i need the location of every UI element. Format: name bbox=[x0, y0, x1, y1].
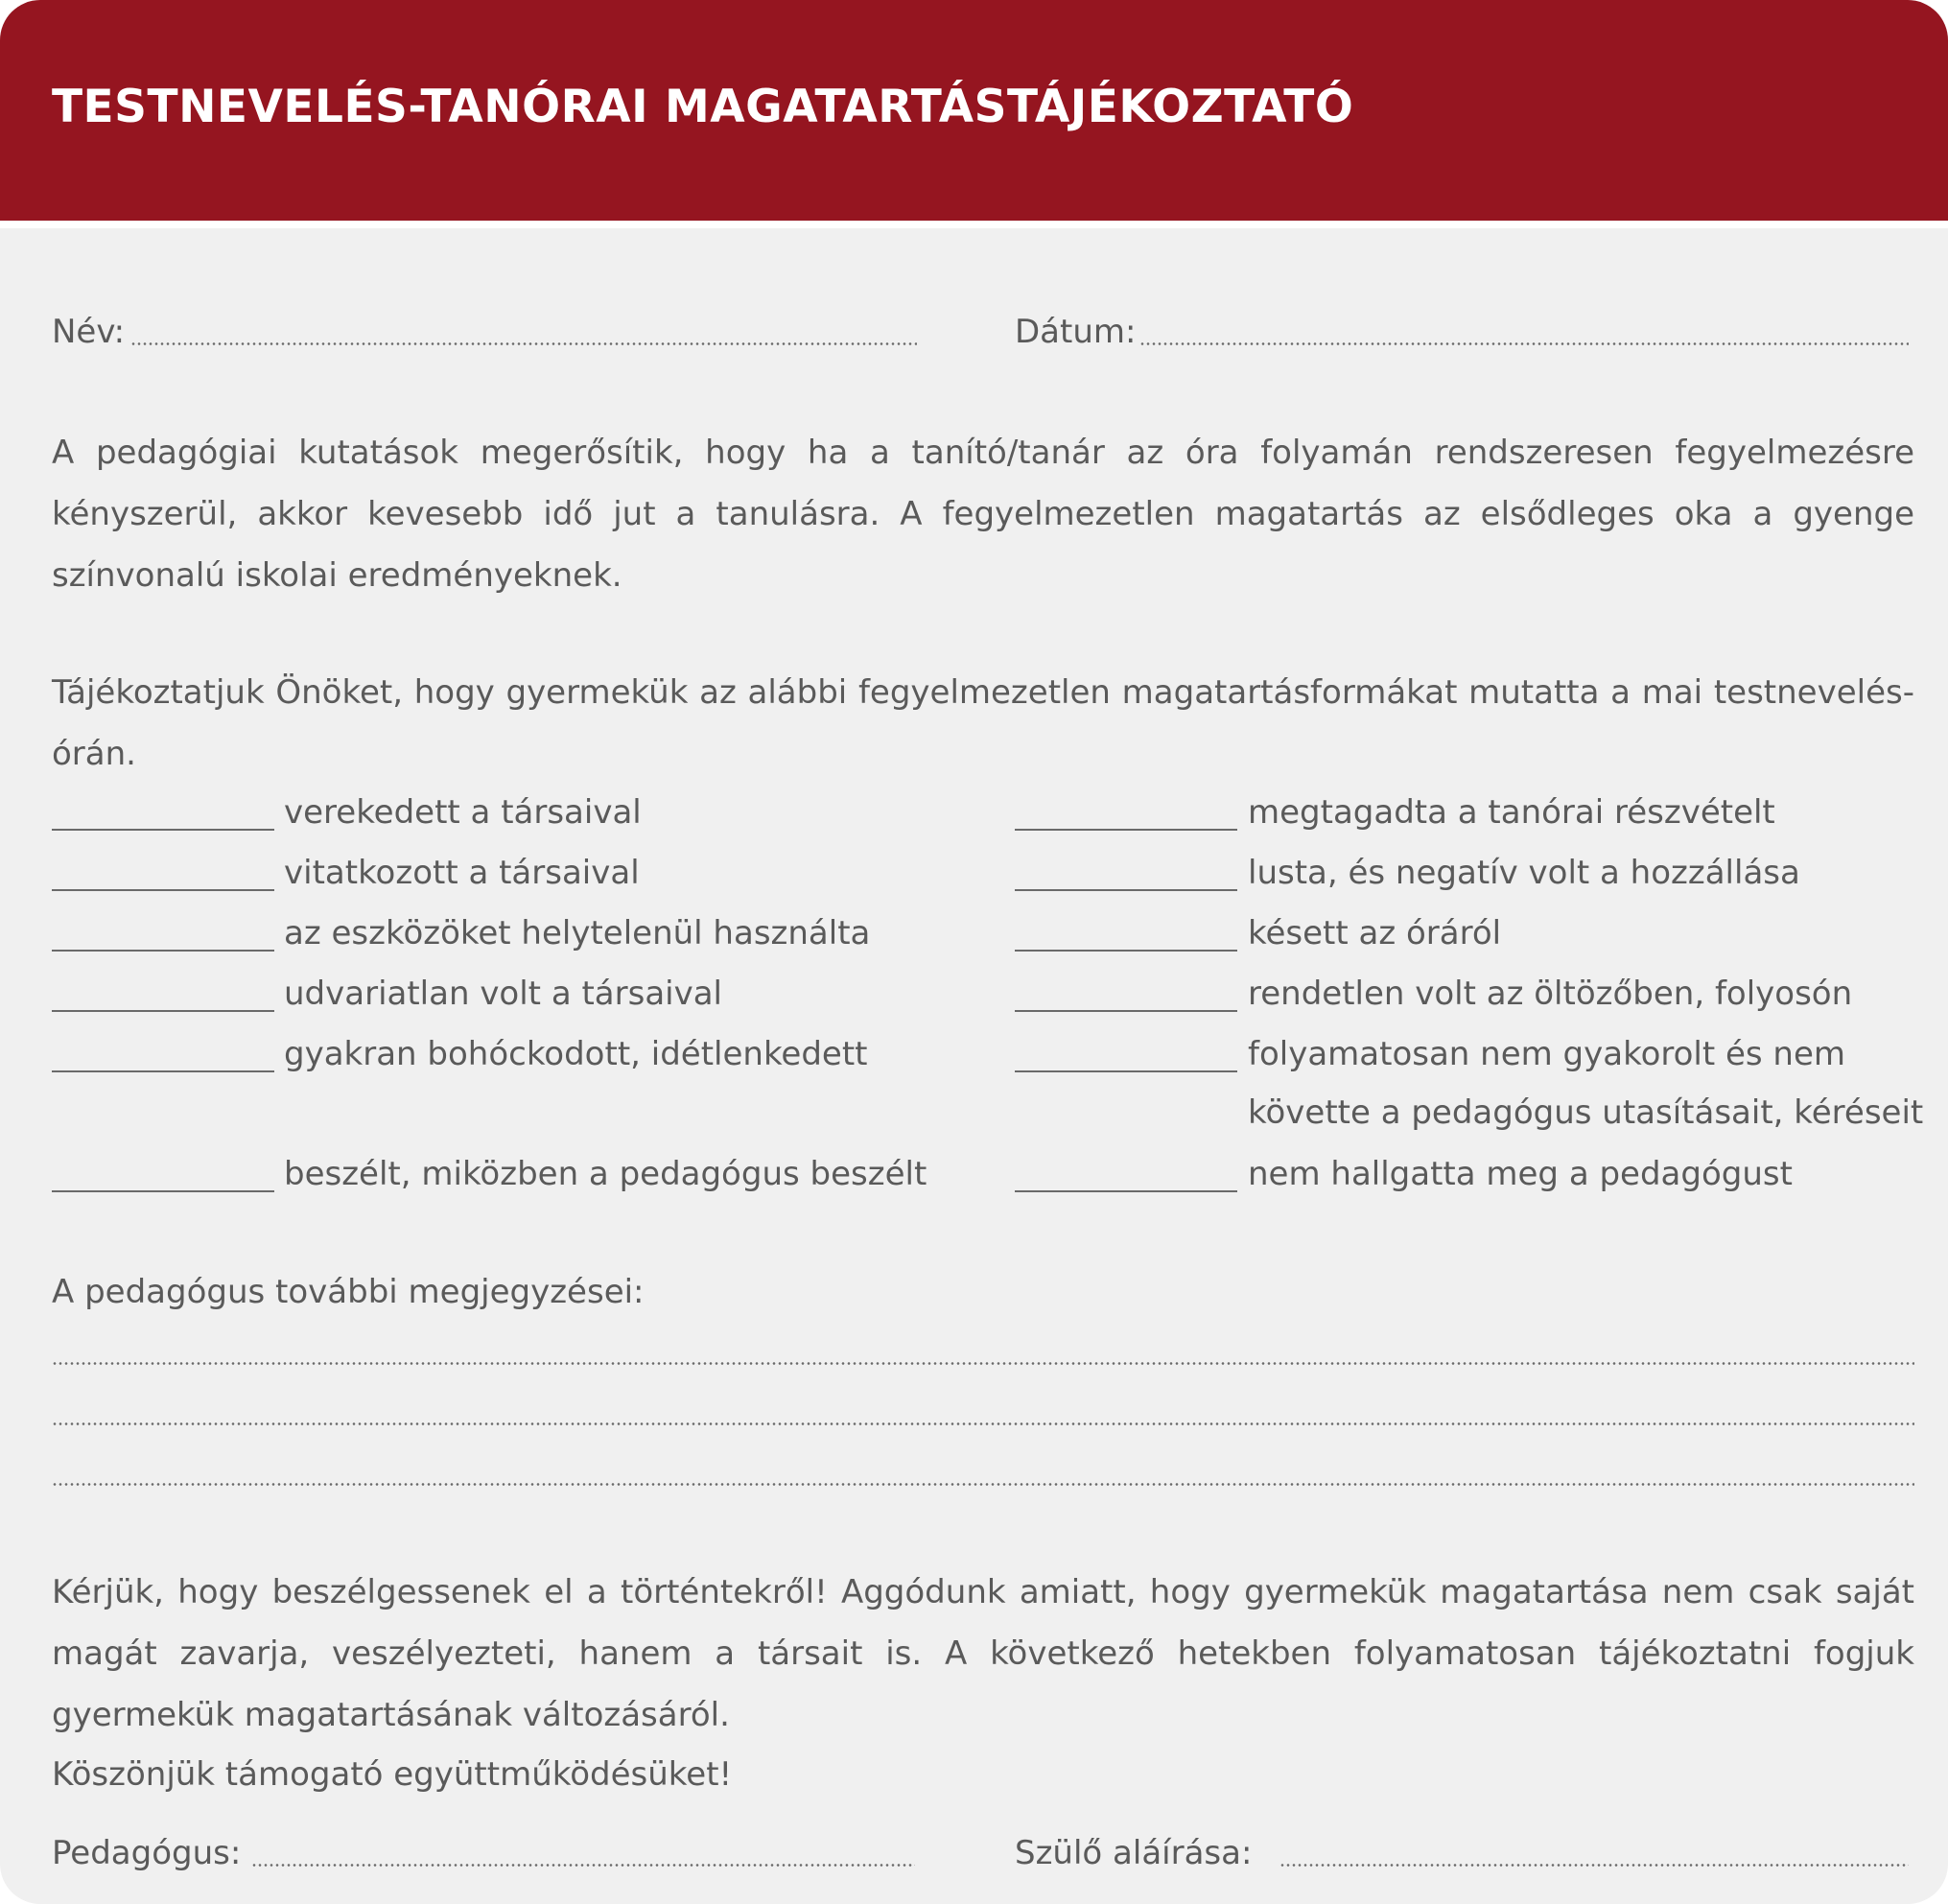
remarks-line-3[interactable] bbox=[52, 1483, 1914, 1486]
behavior-item: megtagadta a tanórai részvételt bbox=[1248, 793, 1775, 832]
behavior-blank-3[interactable] bbox=[52, 950, 274, 952]
date-field[interactable] bbox=[1139, 342, 1909, 345]
remarks-line-1[interactable] bbox=[52, 1362, 1914, 1365]
behavior-item: rendetlen volt az öltözőben, folyosón bbox=[1248, 975, 1853, 1013]
behavior-blank-12[interactable] bbox=[1015, 1190, 1237, 1192]
behavior-blank-2[interactable] bbox=[52, 889, 274, 891]
behavior-item: vitatkozott a társaival bbox=[284, 854, 640, 892]
behavior-blank-1[interactable] bbox=[52, 829, 274, 831]
behavior-blank-9[interactable] bbox=[1015, 950, 1237, 952]
parent-signature-label: Szülő aláírása: bbox=[1015, 1834, 1253, 1872]
header-banner bbox=[0, 0, 1948, 221]
behavior-item: gyakran bohóckodott, idétlenkedett bbox=[284, 1035, 868, 1073]
behavior-blank-5[interactable] bbox=[52, 1070, 274, 1072]
behavior-item: verekedett a társaival bbox=[284, 793, 642, 832]
intro-paragraph: A pedagógiai kutatások megerősítik, hogy ha a tanító/tanár az óra folyamán rendszeresen fegyelmezésre kényszerül, akkor kevesebb idő jut a tanulásra. A fegyelmezetlen magatartás az elsődleges oka a gyenge színvonalú iskolai eredményeknek. bbox=[52, 434, 1914, 595]
behavior-blank-11[interactable] bbox=[1015, 1070, 1237, 1072]
page-title: TESTNEVELÉS-TANÓRAI MAGATARTÁSTÁJÉKOZTATÓ bbox=[52, 81, 1354, 133]
thanks-text: Köszönjük támogató együttműködésüket! bbox=[52, 1755, 733, 1794]
behavior-item: az eszközöket helytelenül használta bbox=[284, 914, 871, 952]
behavior-blank-10[interactable] bbox=[1015, 1010, 1237, 1012]
behavior-blank-6[interactable] bbox=[52, 1190, 274, 1192]
header-divider bbox=[0, 221, 1948, 228]
date-label: Dátum: bbox=[1015, 313, 1137, 351]
remarks-line-2[interactable] bbox=[52, 1422, 1914, 1425]
behavior-blank-7[interactable] bbox=[1015, 829, 1237, 831]
teacher-signature-label: Pedagógus: bbox=[52, 1834, 242, 1872]
notice-paragraph: Tájékoztatjuk Önöket, hogy gyermekük az alábbi fegyelmezetlen magatartásformákat mutatta a mai testnevelésórán. bbox=[52, 673, 1914, 773]
behavior-item: folyamatosan nem gyakorolt és nem bbox=[1248, 1035, 1846, 1073]
behavior-item: beszélt, miközben a pedagógus beszélt bbox=[284, 1155, 927, 1193]
remarks-label: A pedagógus további megjegyzései: bbox=[52, 1273, 645, 1311]
behavior-item: nem hallgatta meg a pedagógust bbox=[1248, 1155, 1793, 1193]
behavior-blank-4[interactable] bbox=[52, 1010, 274, 1012]
name-label: Név: bbox=[52, 313, 126, 351]
behavior-item: késett az óráról bbox=[1248, 914, 1502, 952]
behavior-item: udvariatlan volt a társaival bbox=[284, 975, 723, 1013]
parent-signature-field[interactable] bbox=[1279, 1864, 1909, 1867]
behavior-blank-8[interactable] bbox=[1015, 889, 1237, 891]
behavior-item: lusta, és negatív volt a hozzállása bbox=[1248, 854, 1800, 892]
closing-paragraph: Kérjük, hogy beszélgessenek el a történtekről! Aggódunk amiatt, hogy gyermekük magatartása nem csak saját magát zavarja, veszélyezteti, hanem a társait is. A következő hetekben folyamatosan tájékoztatni fogjuk gyermekük magatartásának változásáról. bbox=[52, 1573, 1914, 1734]
behavior-item-continuation: követte a pedagógus utasításait, kéréseit bbox=[1248, 1093, 1924, 1132]
name-field[interactable] bbox=[130, 342, 917, 345]
teacher-signature-field[interactable] bbox=[251, 1864, 915, 1867]
